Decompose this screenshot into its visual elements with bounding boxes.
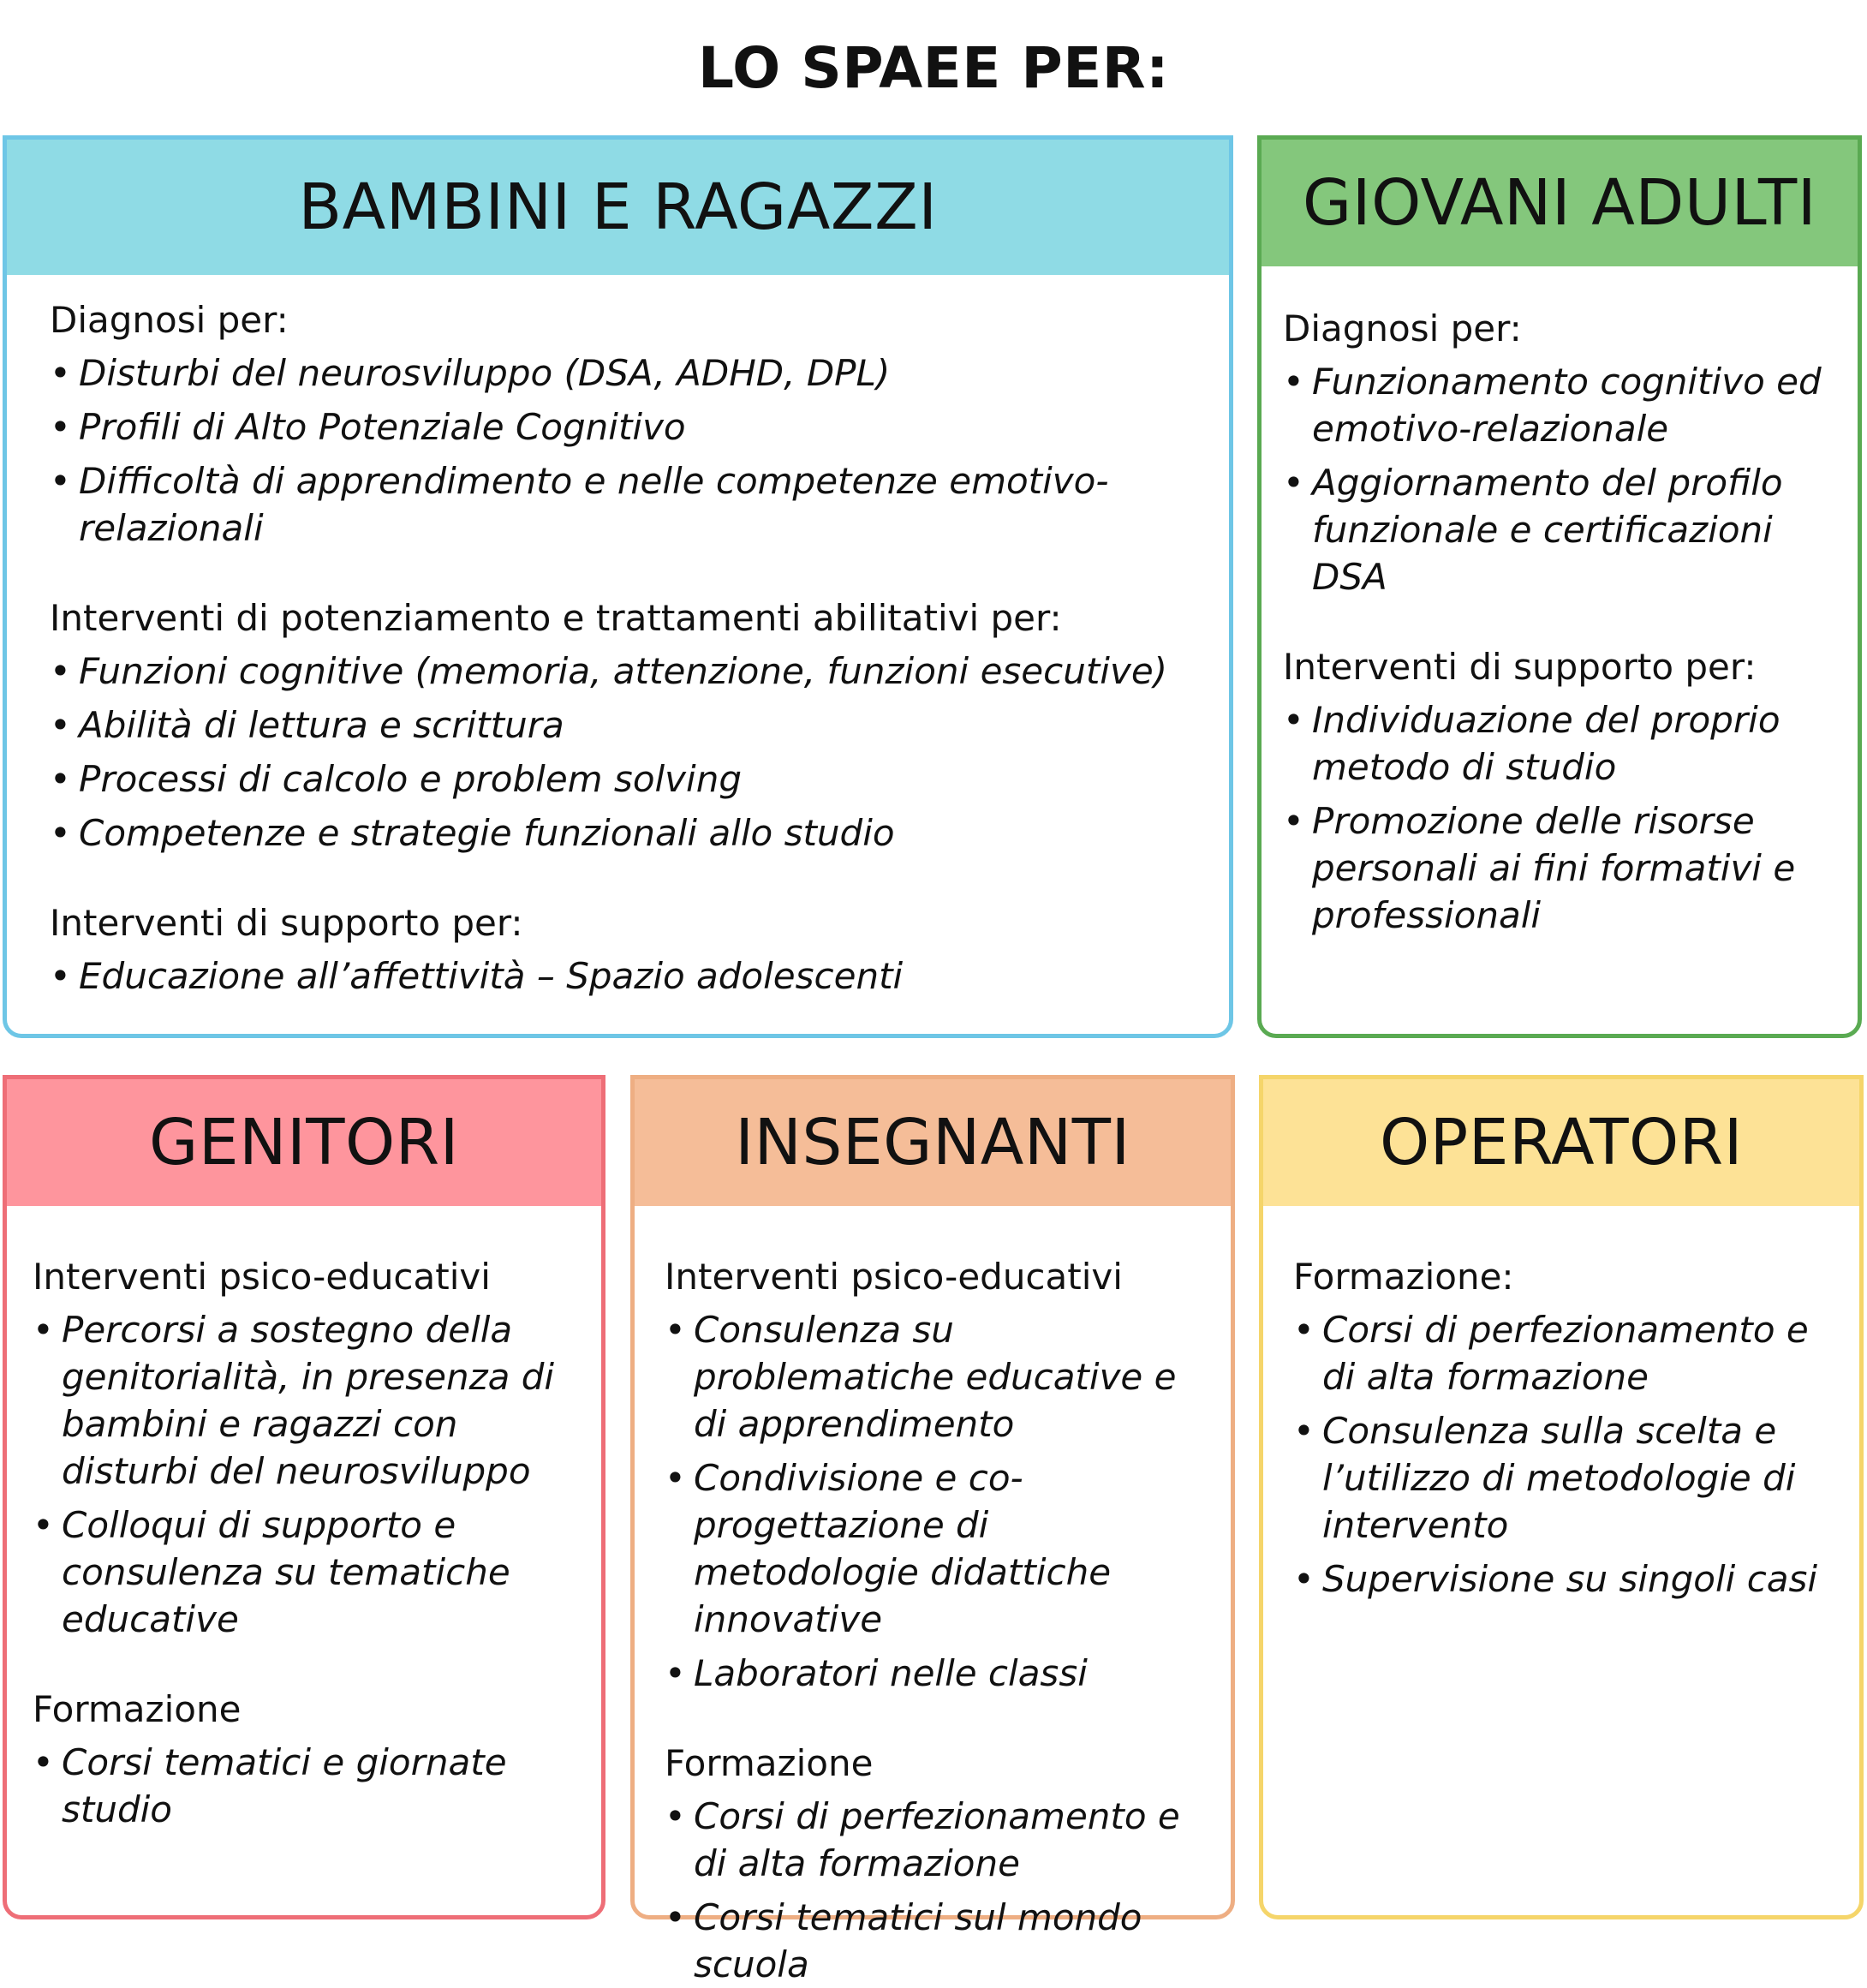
card-section	[1293, 1253, 1842, 1603]
card-section	[50, 594, 1203, 857]
bullet-list	[1293, 1306, 1842, 1603]
section-title: Interventi psico-educativi	[33, 1256, 491, 1298]
list-item: • Promozione delle risorse personali ai fini formativi e professionali	[1283, 797, 1836, 939]
card-header: OPERATORI	[1263, 1079, 1859, 1206]
bullet-list	[50, 349, 1203, 552]
section-title: Interventi di supporto per:	[50, 902, 523, 944]
list-item: • Colloqui di supporto e consulenza su tematiche educative	[33, 1501, 584, 1643]
bullet-list	[33, 1306, 584, 1643]
list-item: • Corsi tematici sul mondo scuola	[665, 1894, 1220, 1988]
card-giovani-adulti	[1257, 135, 1862, 1038]
card-header: GENITORI	[7, 1079, 601, 1206]
card-header: GIOVANI ADULTI	[1262, 140, 1858, 266]
list-item: • Corsi tematici e giornate studio	[33, 1739, 584, 1833]
bullet-list	[1283, 358, 1836, 600]
list-item: • Consulenza sulla scelta e l’utilizzo di metodologie di intervento	[1293, 1407, 1842, 1549]
list-item: • Difficoltà di apprendimento e nelle competenze emotivo-relazionali	[50, 457, 1203, 552]
list-item: • Condivisione e co-progettazione di metodologie didattiche innovative	[665, 1454, 1220, 1643]
section-title: Formazione	[665, 1742, 874, 1784]
bullet-list	[1283, 696, 1836, 939]
list-item: • Disturbi del neurosviluppo (DSA, ADHD, DPL)	[50, 349, 1203, 397]
list-item: • Funzioni cognitive (memoria, attenzione, funzioni esecutive)	[50, 648, 1203, 695]
bullet-list	[50, 952, 1203, 1000]
card-section	[665, 1253, 1220, 1697]
card-section	[33, 1686, 584, 1833]
card-section	[50, 296, 1203, 552]
bullet-list	[33, 1739, 584, 1833]
card-section	[665, 1740, 1220, 1988]
card-section	[1283, 643, 1836, 939]
page-title: LO SPAEE PER:	[697, 35, 1170, 101]
card-bambini-e-ragazzi	[3, 135, 1233, 1038]
list-item: • Aggiornamento del profilo funzionale e certificazioni DSA	[1283, 459, 1836, 600]
card-insegnanti	[630, 1075, 1235, 1985]
section-title: Formazione	[33, 1688, 242, 1730]
section-title: Formazione:	[1293, 1256, 1514, 1298]
list-item: • Laboratori nelle classi	[665, 1650, 1220, 1697]
list-item: • Funzionamento cognitivo ed emotivo-relazionale	[1283, 358, 1836, 452]
list-item: • Processi di calcolo e problem solving	[50, 755, 1203, 803]
list-item: • Individuazione del proprio metodo di studio	[1283, 696, 1836, 791]
card-section	[50, 899, 1203, 1000]
list-item: • Corsi di perfezionamento e di alta formazione	[1293, 1306, 1842, 1400]
list-item: • Competenze e strategie funzionali allo studio	[50, 809, 1203, 857]
card-header: INSEGNANTI	[635, 1079, 1231, 1206]
bullet-list	[665, 1306, 1220, 1697]
bullet-list	[665, 1793, 1220, 1988]
card-section	[1283, 305, 1836, 600]
list-item: • Supervisione su singoli casi	[1293, 1555, 1842, 1603]
bullet-list	[50, 648, 1203, 857]
list-item: • Corsi di perfezionamento e di alta formazione	[665, 1793, 1220, 1887]
section-title: Interventi psico-educativi	[665, 1256, 1123, 1298]
card-genitori	[3, 1075, 605, 1919]
section-title: Diagnosi per:	[50, 299, 289, 341]
section-title: Interventi di potenziamento e trattamenti abilitativi per:	[50, 597, 1062, 639]
list-item: • Consulenza su problematiche educative e di apprendimento	[665, 1306, 1220, 1448]
card-operatori	[1259, 1075, 1864, 1919]
section-title: Interventi di supporto per:	[1283, 646, 1757, 688]
list-item: • Profili di Alto Potenziale Cognitivo	[50, 403, 1203, 451]
list-item: • Educazione all’affettività – Spazio adolescenti	[50, 952, 1203, 1000]
list-item: • Abilità di lettura e scrittura	[50, 701, 1203, 749]
list-item: • Percorsi a sostegno della genitorialità, in presenza di bambini e ragazzi con disturbi del neurosviluppo	[33, 1306, 584, 1495]
section-title: Diagnosi per:	[1283, 307, 1522, 349]
card-header: BAMBINI E RAGAZZI	[7, 140, 1229, 275]
card-section	[33, 1253, 584, 1643]
